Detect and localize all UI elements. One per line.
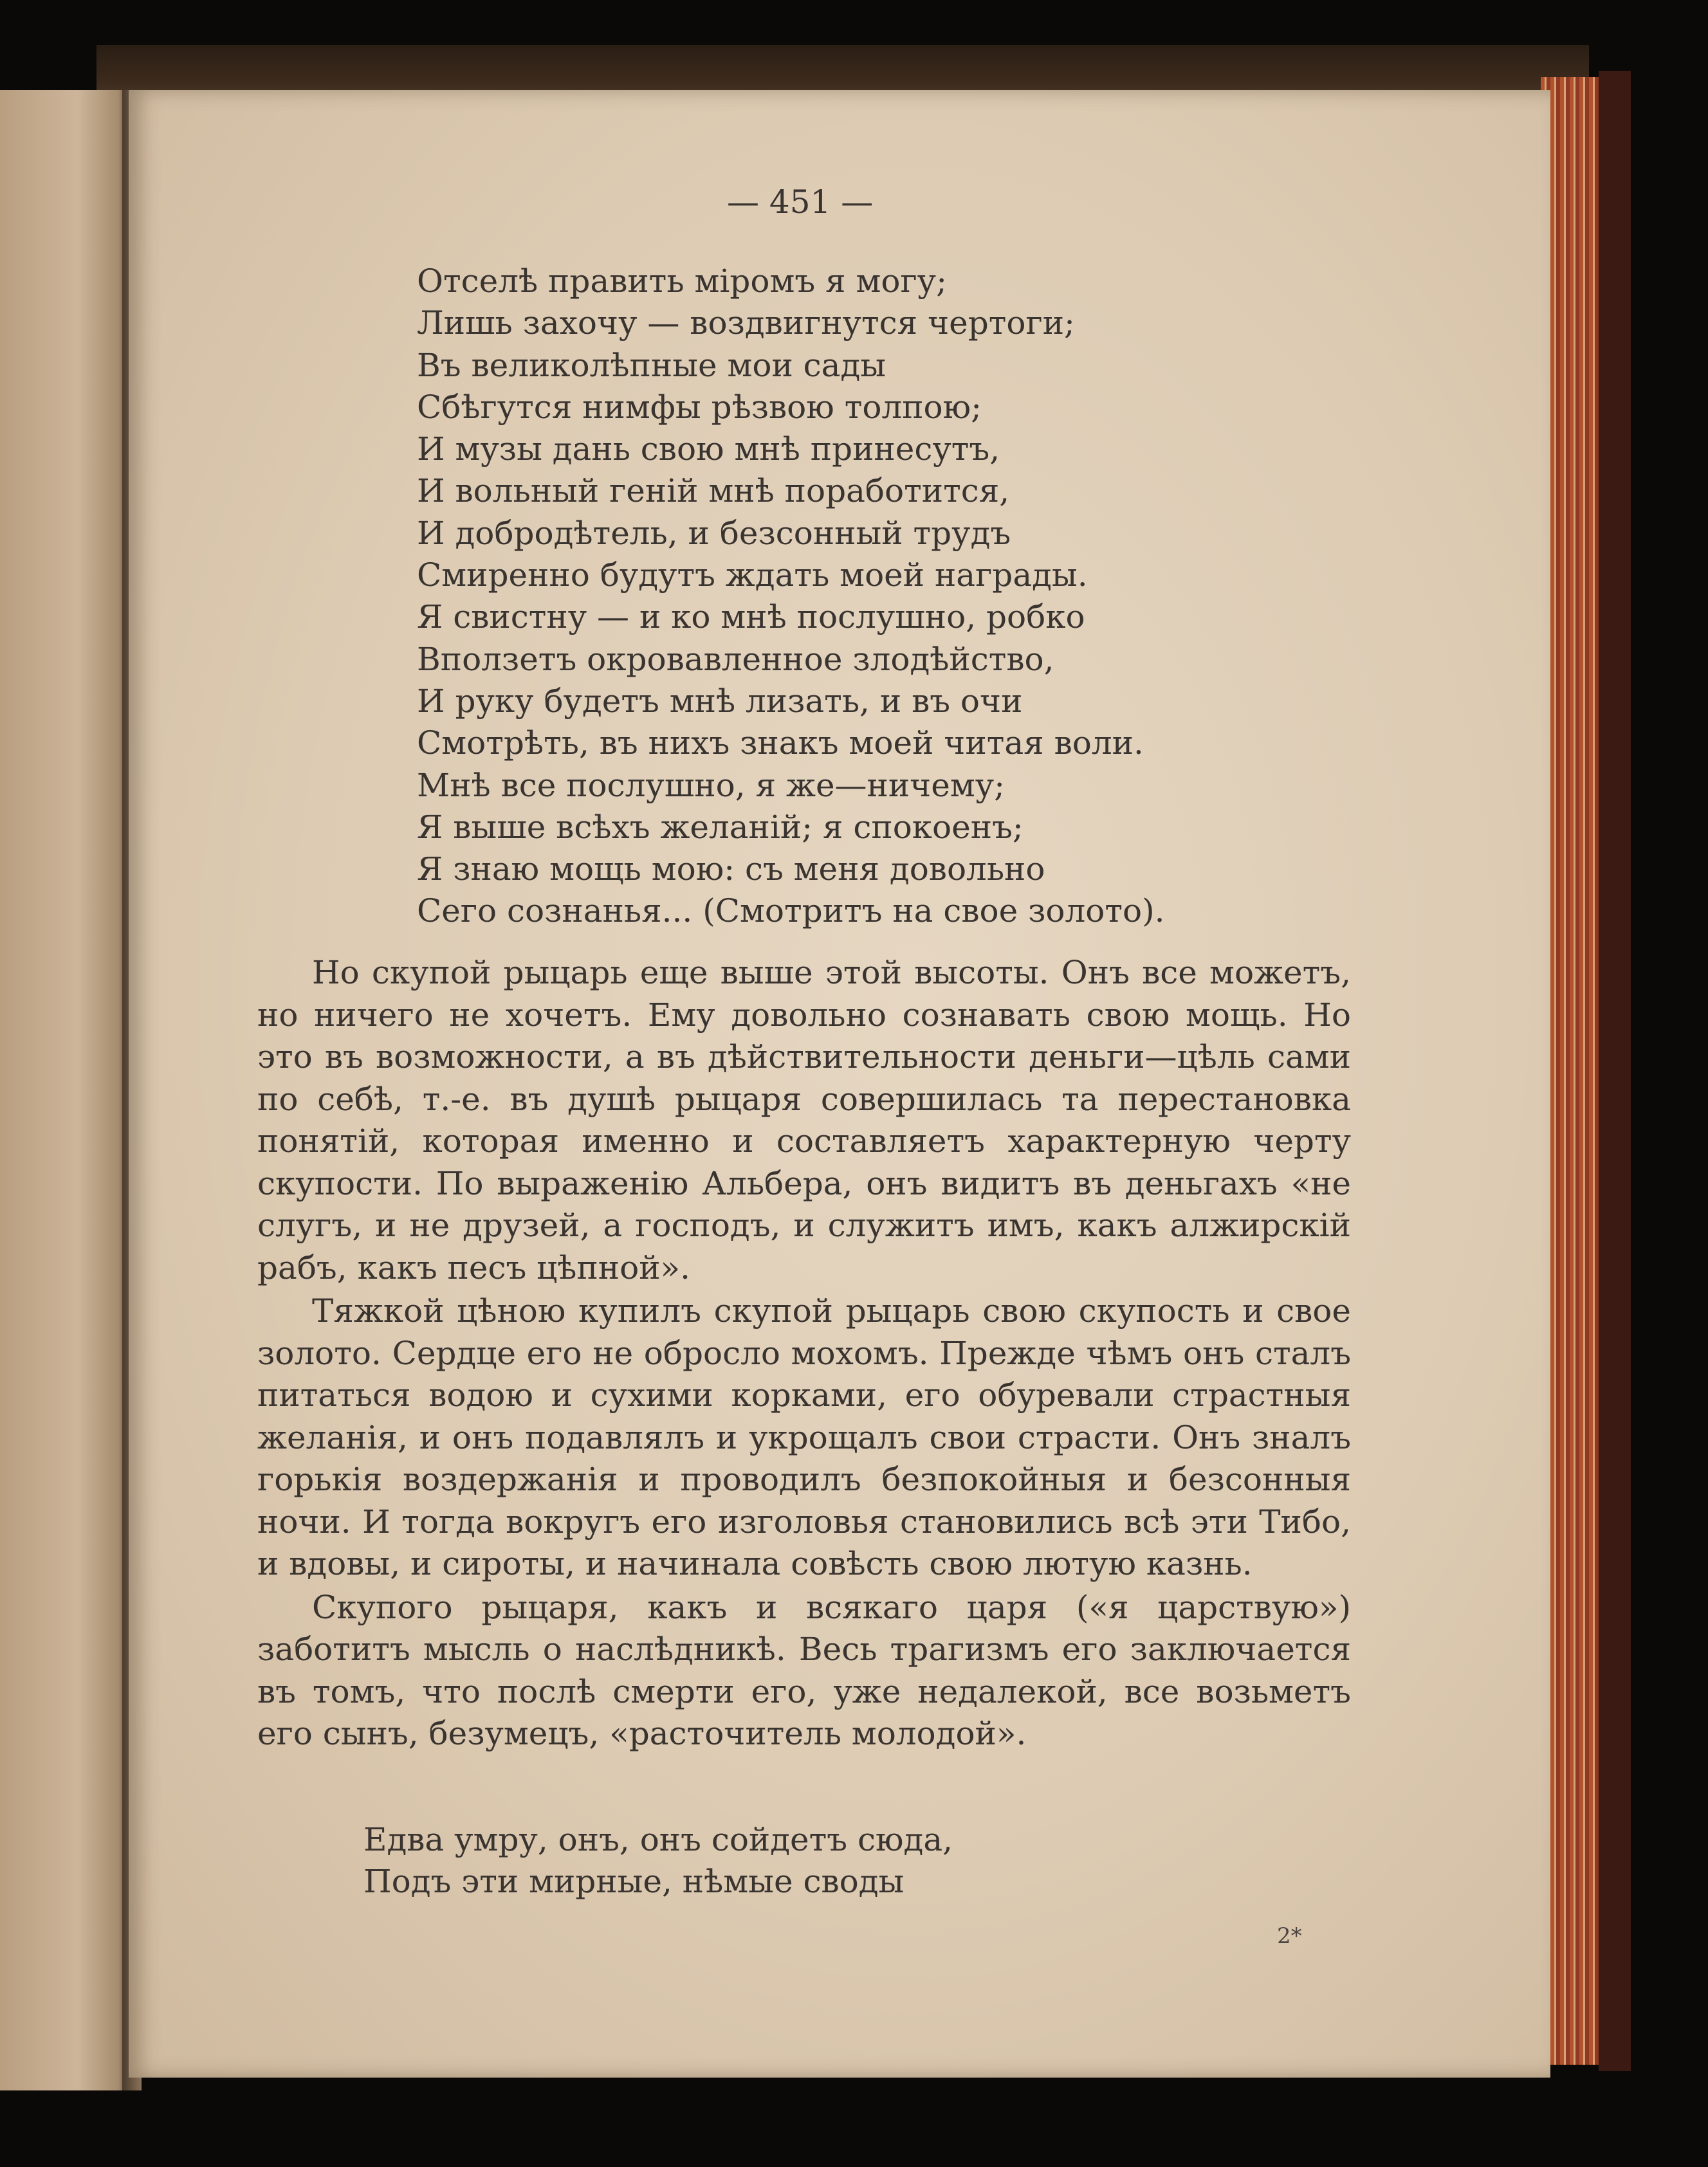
prose-block [257,952,1351,1755]
paragraph: Тяжкой цѣною купилъ скупой рыцарь свою скупость и свое золото. Сердце его не обросло мохомъ. Прежде чѣмъ онъ сталъ питаться водою и сухими корками, его обуревали страстныя желанія, и онъ подавлялъ и укрощалъ свои страсти. Онъ зналъ горькія воздержанія и проводилъ безпокойныя и безсонныя ночи. И тогда вокругъ его изголовья становились всѣ эти Тибо, и вдовы, и сироты, и начинала совѣсть свою лютую казнь. [257,1292,1351,1582]
left-page-edge [0,90,129,2090]
verse-line: И добродѣтель, и безсонный трудъ [417,514,1011,552]
verse-line: Я выше всѣхъ желаній; я спокоенъ; [417,808,1024,846]
verse-line: Я знаю мощь мою: съ меня довольно [417,850,1045,888]
verse-line: И руку будетъ мнѣ лизать, и въ очи [417,682,1023,720]
verse-line: Мнѣ все послушно, я же—ничему; [417,766,1005,804]
verse-line: Подъ эти мирные, нѣмые своды [363,1863,905,1900]
verse-line: Смотрѣть, въ нихъ знакъ моей читая воли. [417,724,1144,762]
verse-line: И музы дань свою мнѣ принесутъ, [417,430,1000,468]
verse-line: Вползетъ окровавленное злодѣйство, [417,640,1054,678]
verse-line: Едва умру, онъ, онъ сойдетъ сюда, [363,1821,953,1858]
verse-line: Отселѣ править міромъ я могу; [417,262,947,300]
verse-line: Лишь захочу — воздвигнутся чертоги; [417,304,1075,342]
paragraph: Но скупой рыцарь еще выше этой высоты. Онъ все можетъ, но ничего не хочетъ. Ему довольно сознавать свою мощь. Но это въ возможности, а въ дѣйствительности деньги—цѣль сами по себѣ, т.-е. въ душѣ рыцаря совершилась та перестановка понятій, которая именно и составляетъ характерную черту скупости. По выраженію Альбера, онъ видитъ въ деньгахъ «не слугъ, и не друзей, а господъ, и служитъ имъ, какъ алжирскій рабъ, какъ песъ цѣпной». [257,954,1351,1286]
paragraph: Скупого рыцаря, какъ и всякаго царя («я царствую») заботитъ мысль о наслѣдникѣ. Весь трагизмъ его заключается въ томъ, что послѣ смерти его, уже недалекой, все возьметъ его сынъ, безумецъ, «расточитель молодой». [257,1588,1351,1752]
cover-edge [1599,71,1631,2071]
verse-block [417,261,1318,933]
page-number: — 451 — [727,183,874,221]
verse-line: Смиренно будутъ ждать моей награды. [417,556,1088,594]
verse-line: Я свистну — и ко мнѣ послушно, робко [417,598,1085,636]
verse-line: Сбѣгутся нимфы рѣзвою толпою; [417,388,982,426]
signature-mark: 2* [1277,1923,1302,1949]
verse-line: Въ великолѣпные мои сады [417,346,886,384]
verse-line: Сего сознанья... (Смотритъ на свое золото). [417,892,1165,930]
verse-line: И вольный геній мнѣ поработится, [417,472,1010,510]
verse-block-2 [363,1819,1264,1903]
